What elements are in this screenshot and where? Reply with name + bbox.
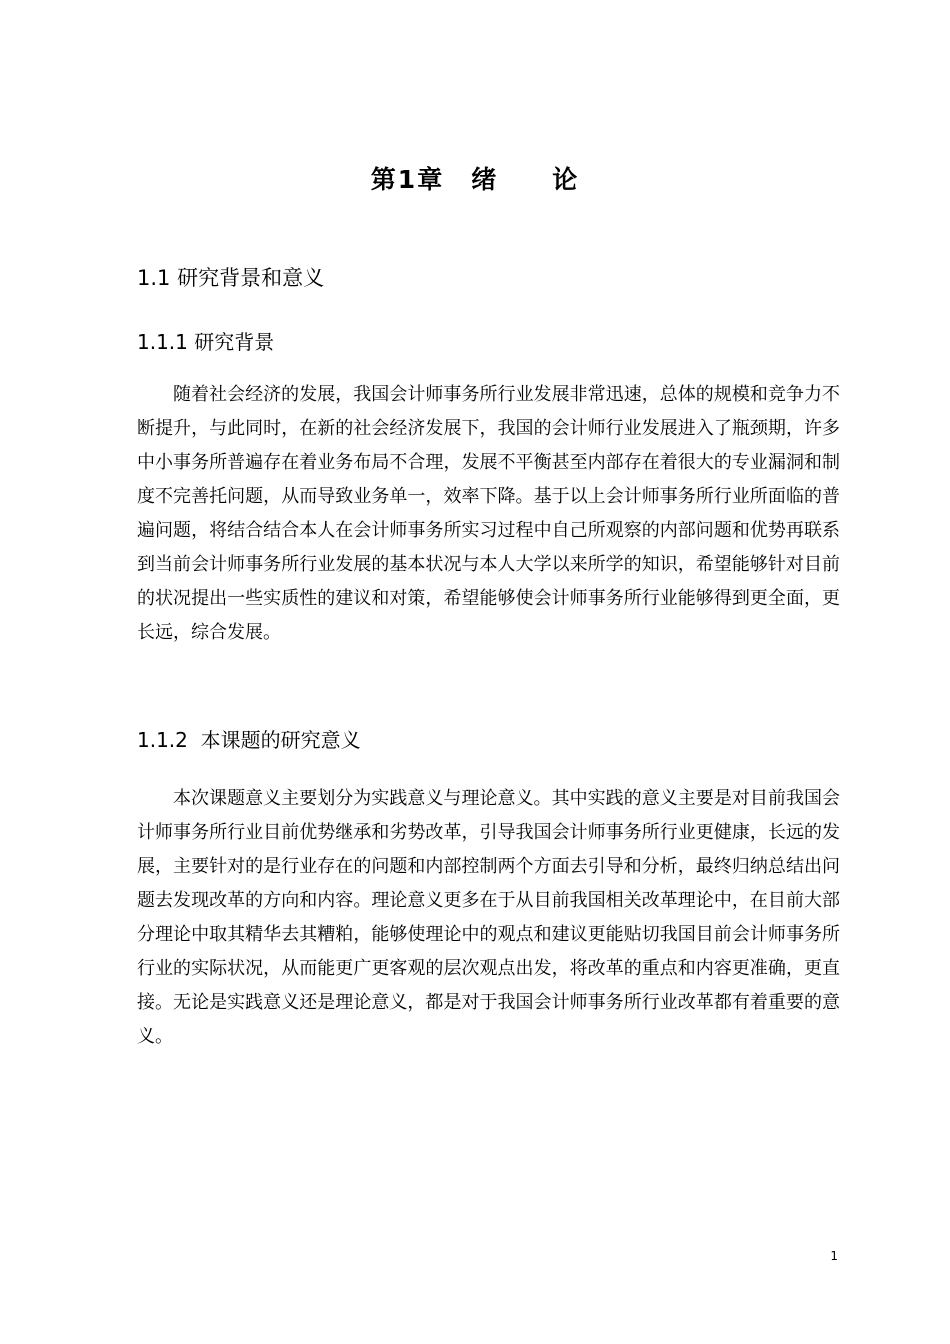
section-heading-1-1-1: 1.1.1 研究背景 — [137, 330, 275, 354]
page-number: 1 — [830, 1249, 838, 1263]
research-significance-paragraph: 本次课题意义主要划分为实践意义与理论意义。其中实践的意义主要是对目前我国会计师事务所行业目前优势继承和劣势改革，引导我国会计师事务所行业更健康，长远的发展，主要针对的是行业存在的问题和内部控制两个方面去引导和分析，最终归纳总结出问题去发现改革的方向和内容。理论意义更多在于从目前我国相关改革理论中，在目前大部分理论中取其精华去其糟粕，能够使理论中的观点和建议更能贴切我国目前会计师事务所行业的实际状况，从而能更广更客观的层次观点出发，将改革的重点和内容更准确，更直接。无论是实践意义还是理论意义，都是对于我国会计师事务所行业改革都有着重要的意义。 — [137, 788, 840, 1047]
research-background-paragraph: 随着社会经济的发展，我国会计师事务所行业发展非常迅速，总体的规模和竞争力不断提升，与此同时，在新的社会经济发展下，我国的会计师行业发展进入了瓶颈期，许多中小事务所普遍存在着业务布局不合理，发展不平衡甚至内部存在着很大的专业漏洞和制度不完善托问题，从而导致业务单一，效率下降。基于以上会计师事务所行业所面临的普遍问题，将结合结合本人在会计师事务所实习过程中自己所观察的内部问题和优势再联系到当前会计师事务所行业发展的基本状况与本人大学以来所学的知识，希望能够针对目前的状况提出一些实质性的建议和对策，希望能够使会计师事务所行业能够得到更全面，更长远，综合发展。 — [137, 384, 840, 643]
section-heading-1-1-2: 1.1.2 本课题的研究意义 — [137, 728, 361, 752]
chapter-title: 第1章 绪 论 — [370, 165, 580, 194]
section-heading-1-1: 1.1 研究背景和意义 — [137, 266, 325, 290]
